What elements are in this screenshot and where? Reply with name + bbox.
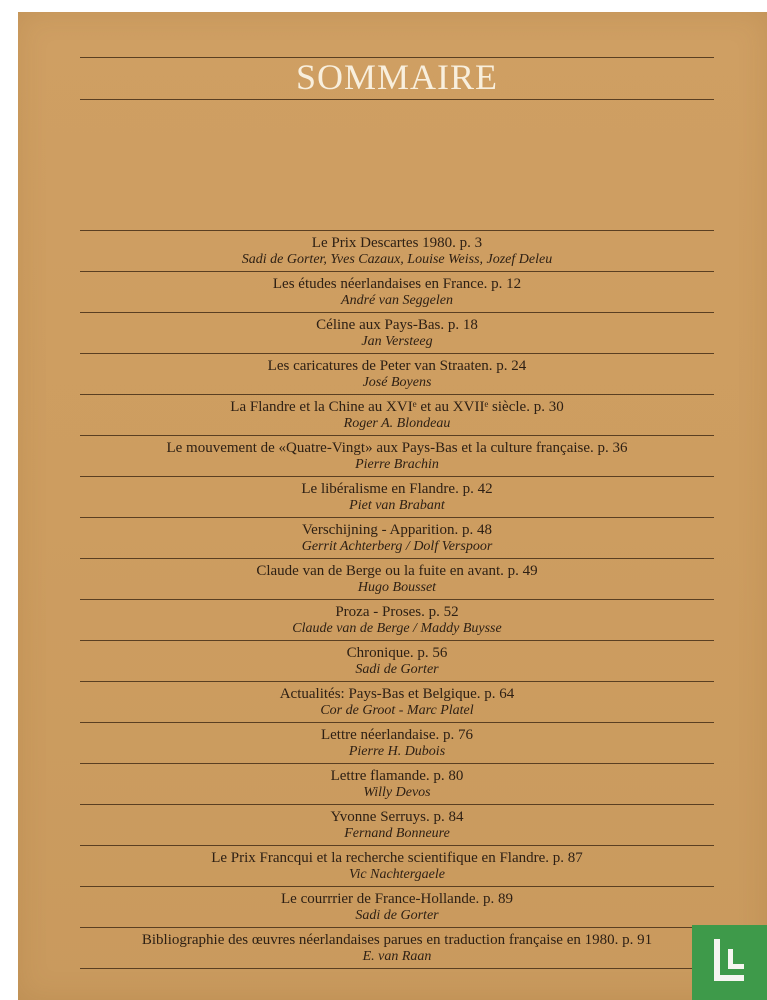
toc-entry-title: Les études néerlandaises en France. p. 12 [272, 276, 522, 292]
toc-entry-author: Hugo Bousset [357, 580, 437, 595]
toc-entry [80, 886, 714, 927]
toc-entry [80, 763, 714, 804]
toc-entry [80, 230, 714, 271]
toc-entry-title: Verschijning - Apparition. p. 48 [302, 522, 492, 538]
toc-entry [80, 599, 714, 640]
title-bottom-rule [80, 99, 714, 100]
toc-entry [80, 517, 714, 558]
toc-entry [80, 558, 714, 599]
toc-entry-title: Le mouvement de «Quatre-Vingt» aux Pays-Bas et la culture française. p. 36 [166, 440, 628, 456]
toc-entry-title: Le courrrier de France-Hollande. p. 89 [281, 891, 513, 907]
toc-entry-title: Yvonne Serruys. p. 84 [330, 809, 464, 825]
toc-entry-author: André van Seggelen [341, 293, 453, 308]
toc-entry [80, 845, 714, 886]
toc-entry-title: La Flandre et la Chine au XVIᵉ et au XVIIᵉ siècle. p. 30 [230, 399, 564, 415]
toc-entry-author: Vic Nachtergaele [348, 867, 446, 882]
l-mark-logo [692, 925, 767, 1000]
toc-entry [80, 353, 714, 394]
toc-entry-author: Claude van de Berge / Maddy Buysse [292, 621, 502, 636]
toc-entry [80, 804, 714, 845]
toc-entry-title: Bibliographie des œuvres néerlandaises parues en traduction française en 1980. p. 91 [141, 932, 653, 948]
toc-entry-author: Fernand Bonneure [344, 826, 450, 841]
toc-entry-title: Le Prix Descartes 1980. p. 3 [311, 235, 483, 251]
toc-entry-author: Piet van Brabant [349, 498, 445, 513]
toc-entry [80, 312, 714, 353]
toc-entry-title: Le libéralisme en Flandre. p. 42 [301, 481, 493, 497]
toc-entry-author: Willy Devos [363, 785, 431, 800]
toc-entry-title: Lettre néerlandaise. p. 76 [320, 727, 473, 743]
logo-mark-inner [728, 949, 744, 969]
toc-entry-author: José Boyens [362, 375, 432, 390]
toc-entry-author: Sadi de Gorter, Yves Cazaux, Louise Weiss, Jozef Deleu [241, 252, 553, 267]
toc-entry [80, 681, 714, 722]
toc-entry-author: Cor de Groot - Marc Platel [320, 703, 474, 718]
toc-entry [80, 476, 714, 517]
toc-entry [80, 271, 714, 312]
toc-entry [80, 394, 714, 435]
toc-entry-title: Les caricatures de Peter van Straaten. p. 24 [267, 358, 527, 374]
toc-entry [80, 927, 714, 969]
toc-entry-title: Proza - Proses. p. 52 [335, 604, 459, 620]
page-title: SOMMAIRE [295, 57, 499, 97]
toc-entry-author: Sadi de Gorter [355, 662, 439, 677]
toc-entry-author: Pierre H. Dubois [348, 744, 446, 759]
toc-entry-author: E. van Raan [362, 949, 432, 964]
toc-entry-title: Chronique. p. 56 [346, 645, 448, 661]
toc-entry-author: Jan Versteeg [361, 334, 433, 349]
toc-entry [80, 435, 714, 476]
toc-entry-title: Le Prix Francqui et la recherche scientifique en Flandre. p. 87 [211, 850, 583, 866]
toc-entry-title: Lettre flamande. p. 80 [330, 768, 464, 784]
toc-entry-author: Gerrit Achterberg / Dolf Verspoor [301, 539, 493, 554]
toc-entry-author: Sadi de Gorter [355, 908, 439, 923]
toc-entry [80, 640, 714, 681]
toc-entry-author: Pierre Brachin [355, 457, 439, 472]
toc-entry [80, 722, 714, 763]
table-of-contents [80, 230, 714, 969]
toc-entry-title: Céline aux Pays-Bas. p. 18 [316, 317, 478, 333]
toc-entry-author: Roger A. Blondeau [343, 416, 451, 431]
toc-entry-title: Actualités: Pays-Bas et Belgique. p. 64 [279, 686, 515, 702]
toc-entry-title: Claude van de Berge ou la fuite en avant. p. 49 [256, 563, 538, 579]
